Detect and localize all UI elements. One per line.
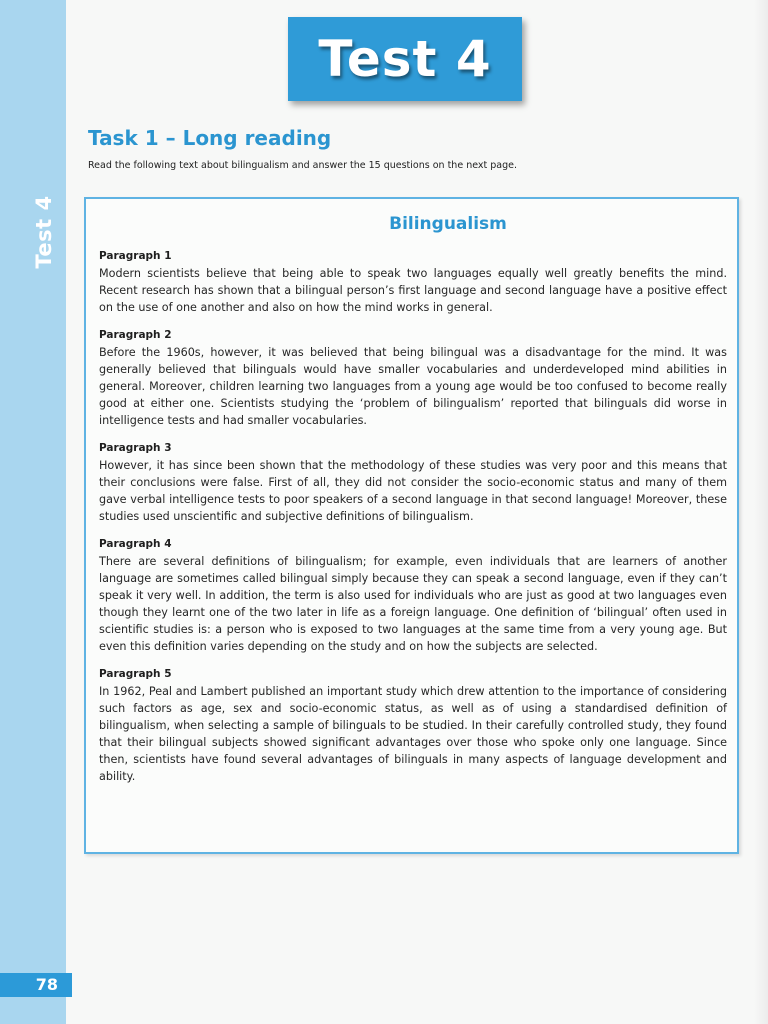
page-edge xyxy=(754,0,768,1024)
paragraph xyxy=(99,248,727,316)
paragraph-heading: Paragraph 5 xyxy=(99,668,172,680)
paragraph-heading: Paragraph 1 xyxy=(99,250,172,262)
article-title: Bilingualism xyxy=(389,214,507,234)
paragraph-text: There are several definitions of bilingualism; for example, even individuals that are learners of another language are sometimes called bilingual simply because they can speak a second language, even if they can’t speak it very well. In addition, the term is also used for individuals who are just as good at two languages even though they learnt one of the two later in life as a foreign language. One definition of ‘bilingual’ often used in scientific studies is: a person who is exposed to two languages at the same time from a very young age. But even this definition varies depending on the study and on how the subjects are selected. xyxy=(99,555,727,653)
page-number: 78 xyxy=(0,973,72,997)
task-title: Task 1 – Long reading xyxy=(88,126,332,150)
paragraph xyxy=(99,440,727,525)
paragraph-text: In 1962, Peal and Lambert published an important study which drew attention to the importance of considering such factors as age, sex and socio-economic status, as well as of using a standardised definition of bilingualism, when selecting a sample of bilinguals to be studied. In their carefully controlled study, they found that their bilingual subjects showed significant advantages over those who spoke only one language. Since then, scientists have found several advantages of bilinguals in many aspects of language development and ability. xyxy=(99,685,727,783)
paragraph-text: However, it has since been shown that the methodology of these studies was very poor and this means that their conclusions were false. First of all, they did not consider the socio-economic status and many of them gave verbal intelligence tests to poor speakers of a second language in that second language! Moreover, these studies used unscientific and subjective definitions of bilingualism. xyxy=(99,459,727,523)
paragraph-heading: Paragraph 2 xyxy=(99,329,172,341)
task-instruction: Read the following text about bilingualism and answer the 15 questions on the next page. xyxy=(88,160,518,171)
reading-text-box xyxy=(84,197,739,854)
test-badge: Test 4 xyxy=(288,17,522,101)
side-band xyxy=(0,0,66,1024)
paragraph xyxy=(99,327,727,429)
side-test-label: Test 4 xyxy=(32,195,56,269)
paragraph-text: Modern scientists believe that being able to speak two languages equally well greatly benefits the mind. Recent research has shown that a bilingual person’s first language and second language have a positive effect on the use of one another and also on how the mind works in general. xyxy=(99,267,727,314)
paragraph-text: Before the 1960s, however, it was believed that being bilingual was a disadvantage for the mind. It was generally believed that bilinguals would have smaller vocabularies and underdeveloped mind abilities in general. Moreover, children learning two languages from a young age would be too confused to become really good at either one. Scientists studying the ‘problem of bilingualism’ reported that bilinguals did worse in intelligence tests and had smaller vocabularies. xyxy=(99,346,727,427)
paragraph xyxy=(99,666,727,785)
paragraph-heading: Paragraph 4 xyxy=(99,538,172,550)
paragraph xyxy=(99,536,727,655)
paragraph-heading: Paragraph 3 xyxy=(99,442,172,454)
